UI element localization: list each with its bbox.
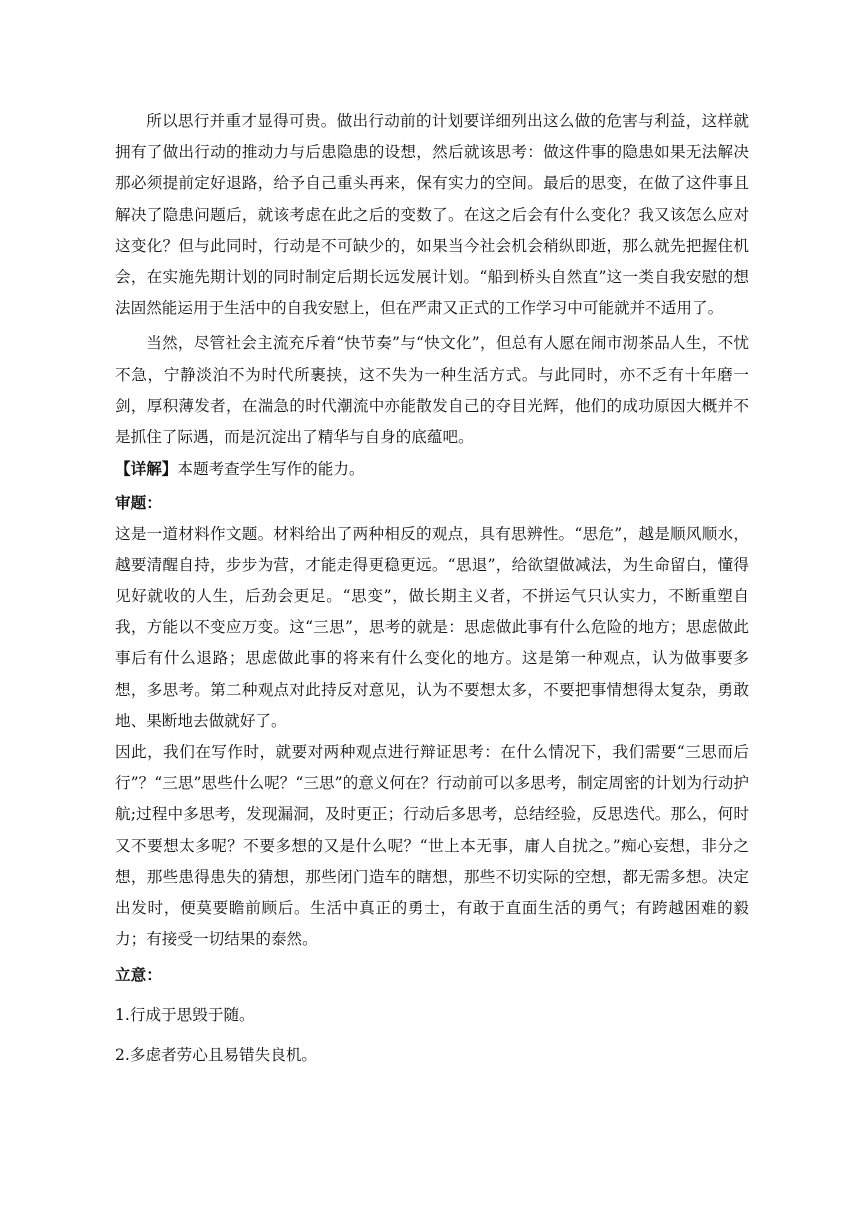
shenti-paragraph-2: 因此，我们在写作时，就要对两种观点进行辩证思考：在什么情况下，我们需要“三思而后行”？“三思”思些什么呢？“三思”的意义何在？行动前可以多思考，制定周密的计划为行动护航;过程中多思考，发现漏洞，及时更正；行动后多思考，总结经验，反思迭代。那么，何时又不要想太多呢？不要多想的又是什么呢？“世上本无事，庸人自扰之。”痴心妄想，非分之想，那些患得患失的猜想，那些闭门造车的瞎想，那些不切实际的空想，都无需多想。决定出发时，便莫要瞻前顾后。生活中真正的勇士，有敢于直面生活的勇气；有跨越困难的毅力；有接受一切结果的泰然。 [115,743,749,949]
detail-text: 本题考查学生写作的能力。 [177,460,365,479]
body-paragraph-2: 当然，尽管社会主流充斥着“快节奏”与“快文化”，但总有人愿在闹市沏茶品人生，不忧不急，宁静淡泊不为时代所裹挟，这不失为一种生活方式。与此同时，亦不乏有十年磨一剑，厚积薄发者，在湍急的时代潮流中亦能散发自己的夺目光辉，他们的成功原因大概并不是抓住了际遇，而是沉淀出了精华与自身的底蕴吧。 [115,334,749,447]
document-page [115,106,749,1075]
liyi-item-1: 1.行成于思毁于随。 [115,1006,255,1025]
body-paragraph-1: 所以思行并重才显得可贵。做出行动前的计划要详细列出这么做的危害与利益，这样就拥有了做出行动的推动力与后患隐患的设想，然后就该思考：做这件事的隐患如果无法解决那必须提前定好退路，给予自己重头再来，保有实力的空间。最后的思变，在做了这件事且解决了隐患问题后，就该考虑在此之后的变数了。在这之后会有什么变化？我又该怎么应对这变化？但与此同时，行动是不可缺少的，如果当今社会机会稍纵即逝，那么就先把握住机会，在实施先期计划的同时制定后期长远发展计划。“船到桥头自然直”这一类自我安慰的想法固然能运用于生活中的自我安慰上，但在严肃又正式的工作学习中可能就并不适用了。 [115,112,749,318]
detail-line [115,453,749,485]
detail-tag: 【详解】 [115,459,178,479]
liyi-item-2: 2.多虑者劳心且易错失良机。 [115,1046,318,1065]
shenti-heading: 审题： [115,493,162,513]
shenti-paragraph-1: 这是一道材料作文题。材料给出了两种相反的观点，具有思辨性。“思危”，越是顺风顺水，越要清醒自持，步步为营，才能走得更稳更远。“思退”，给欲望做减法，为生命留白，懂得见好就收的人生，后劲会更足。“思变”，做长期主义者，不拼运气只认实力，不断重塑自我，方能以不变应万变。这“三思”，思考的就是：思虑做此事有什么危险的地方；思虑做此事后有什么退路；思虑做此事的将来有什么变化的地方。这是第一种观点，认为做事要多想，多思考。第二种观点对此持反对意见，认为不要想太多，不要把事情想得太复杂，勇敢地、果断地去做就好了。 [115,524,749,730]
liyi-heading: 立意： [115,965,162,985]
